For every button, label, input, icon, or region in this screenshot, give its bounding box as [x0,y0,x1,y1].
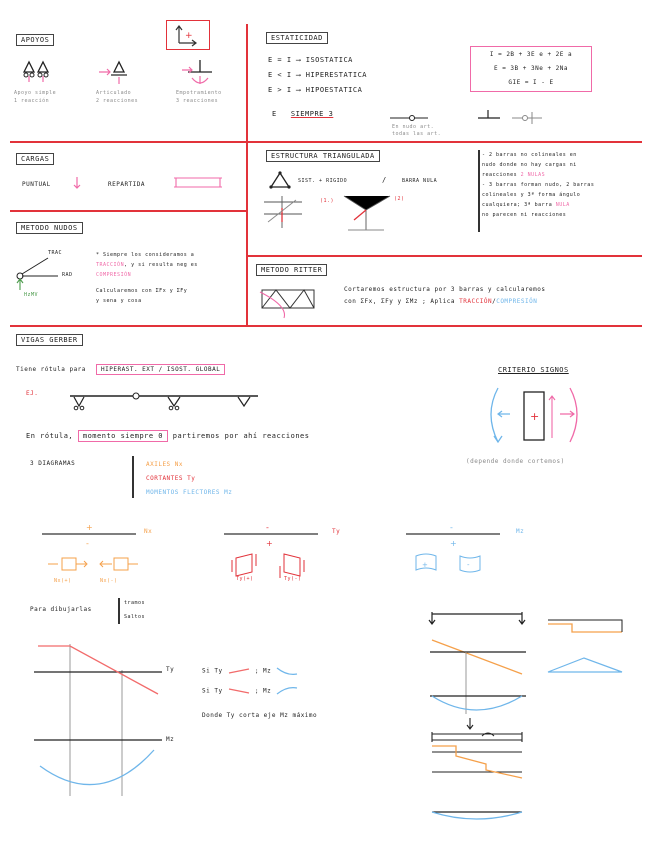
nx-label: Nx [144,528,153,535]
apoyo-simple-caption: Apoyo simple [14,90,57,96]
hzmv-label: HzMV [24,292,39,298]
apoyo-articulado-icon [96,56,140,86]
tiene-rotula-line [16,366,225,373]
gerber-beam-diagram [68,388,268,414]
note-line-4: - 3 barras forman nudo, 2 barras [482,182,595,188]
example-diagram-side [544,612,634,682]
truss-node-2-diagram [340,190,400,234]
note-line-2: nudo donde no hay cargas ni [482,162,577,168]
rotula-text-a: En rótula, [26,432,74,440]
estaticidad-row-2: E < I ⟶ HIPERESTATICA [268,71,368,79]
siempre-line [272,110,333,118]
criterio-title: CRITERIO SIGNOS [498,366,569,374]
si1-mz-stroke [275,666,299,676]
barra-nula-label: BARRA NULA [402,178,438,184]
graph-ty-label: Ty [166,666,175,673]
estaticidad-title: ESTATICIDAD [266,32,328,44]
svg-text:-: - [467,561,470,569]
truss-tag-2: (2) [394,196,405,202]
ritter-line-2: con ΣFx, ΣFy y ΣMz ; Aplica TRACCIÓN/COMPRESIÓN [344,298,538,305]
si-line-1: Si Ty ; Mz [202,666,299,676]
beam-node-icon [476,104,556,124]
axes-icon [167,21,209,49]
estaticidad-cond-1: E = I [268,56,292,64]
divider-h1 [10,141,642,143]
diagramas-bar [132,456,134,498]
gerber-title: VIGAS GERBER [16,334,83,346]
estaticidad-result-3: HIPOESTATICA [305,86,363,94]
nudos-line-5: y sena y cosa [96,298,142,304]
apoyo-simple-reactions: 1 reacción [14,98,50,104]
divider-h3 [248,255,642,257]
triangle-icon [268,170,292,190]
sist-rigido-label: SIST. + RIGIDO [298,178,348,184]
diagramas-list [146,458,232,500]
ty-label: Ty [332,528,341,535]
criterio-signos-diagram [484,384,584,450]
note-line-6: cualquiera; 3ª barra NULA [482,202,570,208]
estaticidad-row-3: E > I ⟶ HIPOESTATICA [268,86,363,94]
svg-text:-: - [86,539,89,548]
nx-neg-label: Nx(-) [100,578,118,584]
tiene-text: Tiene rótula para [16,366,86,373]
diagramas-label: 3 DIAGRAMAS [30,460,76,467]
trac-label: TRAC [48,250,63,256]
svg-text:+: + [422,561,428,569]
siempre-label: E [272,110,277,118]
si2-mz-stroke [275,686,299,696]
empotramiento-icon [178,54,222,88]
si-line-2: Si Ty ; Mz [202,686,299,696]
estaticidad-result-1: ISOSTATICA [305,56,353,64]
carga-repartida-label: REPARTIDA [108,181,146,188]
si2-ty-stroke [227,686,251,696]
apoyo-simple-icon [20,58,60,82]
note-line-7: no parecen ni reacciones [482,212,567,218]
ritter-truss-diagram [258,284,328,320]
note-line-1: - 2 barras no colineales en [482,152,577,158]
rotula-box: momento siempre 0 [78,430,168,442]
depende-text: (depende donde cortemos) [466,458,565,465]
dibujar-bar [118,598,120,624]
node-note-1: En nudo art. [392,124,435,130]
diag-cortantes: CORTANTES Ty [146,475,196,482]
ty-pos-label: Ty(+) [236,576,254,582]
apoyo-articulado-reactions: 2 reacciones [96,98,139,104]
dibujar-opt-1: tramos [124,600,146,606]
diag-momentos: MOMENTOS FLECTORES Mz [146,489,233,496]
rotula-line [26,432,309,440]
divider-vertical-top [246,24,248,142]
svg-text:+: + [530,410,540,423]
nudos-title: METODO NUDOS [16,222,83,234]
dibujar-label: Para dibujarlas [30,606,92,613]
empotramiento-caption: Empotramiento [176,90,222,96]
truss-node-1-diagram [262,192,322,234]
formula-3: GIE = I - E [508,79,554,86]
cargas-title: CARGAS [16,153,54,165]
apoyos-title: APOYOS [16,34,54,46]
ritter-title: METODO RITTER [256,264,327,276]
estaticidad-row-1: E = I ⟶ ISOSTATICA [268,56,353,64]
rad-label: RAD [62,272,73,278]
ty-mz-graph [30,640,170,800]
svg-text:-: - [450,523,453,532]
formula-2: E = 3B + 3Ne + 2Na [493,65,569,72]
divider-vertical-mid [246,142,248,325]
note-line-5: colineales y 3ª forma ángulo [482,192,581,198]
puntual-arrow-icon [72,176,82,190]
svg-text:+: + [266,539,273,548]
ritter-line-1: Cortaremos estructura por 3 barras y calcularemos [344,286,546,293]
rotula-text-b: partiremos por ahí reacciones [172,432,310,440]
donde-text: Donde Ty corta eje Mz máximo [202,712,318,719]
nula-word: NULA [555,202,570,208]
siempre-text: SIEMPRE 3 [290,110,334,118]
estructura-notes [482,150,632,220]
apoyo-articulado-caption: Articulado [96,90,132,96]
mz-sign-diagram [404,522,524,578]
nudos-text [96,250,246,306]
diag-axiles: AXILES Nx [146,461,184,468]
estaticidad-cond-2: E < I [268,71,292,79]
divider-h2 [10,210,246,212]
tiene-box: HIPERAST. EXT / ISOST. GLOBAL [96,364,225,375]
nulas-word: 2 NULAS [520,172,546,178]
example-diagram-2 [426,716,536,826]
dibujar-opt-2: Saltos [124,614,146,620]
ty-neg-label: Ty(-) [284,576,302,582]
formula-1: I = 2B + 3E e + 2E a [489,51,573,58]
truss-tag-1: (1.) [320,198,335,204]
estructura-notes-bar [478,150,480,232]
nx-pos-label: Nx(+) [54,578,72,584]
svg-text:+: + [86,523,93,532]
node-arrow-icon [388,110,448,124]
note-line-3: reacciones 2 NULAS [482,172,546,178]
example-diagram-1 [426,604,536,734]
svg-text:+: + [185,31,193,41]
node-forces-diagram [14,248,74,292]
repartida-load-icon [170,172,226,192]
nudos-line-4: Calcularemos con ΣFx y ΣFy [96,288,188,294]
ritter-text [344,284,546,308]
graph-mz-label: Mz [166,736,175,743]
nx-sign-diagram [40,522,160,586]
node-note-2: todas las art. [392,131,442,137]
axes-icon-box [166,20,210,50]
estaticidad-result-2: HIPERESTATICA [305,71,368,79]
carga-puntual-label: PUNTUAL [22,181,51,188]
estaticidad-formula-box [470,46,592,92]
nudos-line-2: TRACCIÓN, y si resulta neg es [96,262,198,268]
slash-separator: / [382,176,387,184]
empotramiento-reactions: 3 reacciones [176,98,219,104]
divider-h4 [10,325,642,327]
si1-ty-stroke [227,666,251,676]
mz-label: Mz [516,528,525,535]
svg-text:-: - [266,523,269,532]
nudos-line-1: * Siempre los consideramos a [96,252,195,258]
ejemplo-label: EJ. [26,390,39,397]
estructura-title: ESTRUCTURA TRIANGULADA [266,150,380,162]
estaticidad-cond-3: E > I [268,86,292,94]
nudos-line-3: COMPRESIÓN [96,272,132,278]
svg-text:+: + [450,539,457,548]
